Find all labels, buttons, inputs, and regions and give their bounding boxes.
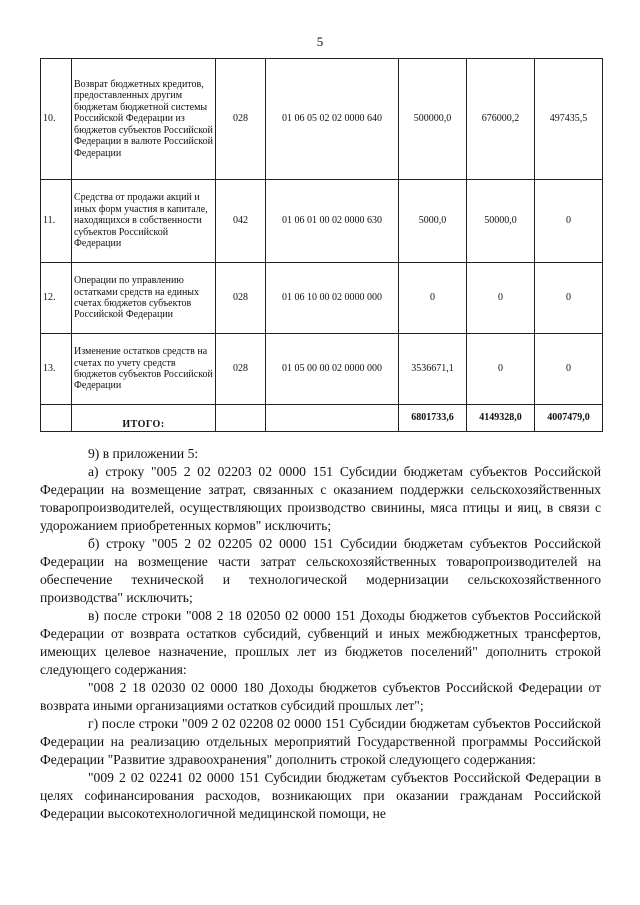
budget-sources-table [40,58,603,432]
row-budget-code: 01 06 01 00 02 0000 630 [266,180,399,263]
table-row [41,180,603,263]
row-value-1: 5000,0 [399,180,467,263]
row-value-3: 0 [535,180,603,263]
paragraph-v-insert: "008 2 18 02030 02 0000 180 Доходы бюджетов субъектов Российской Федерации от возврата иными организациями остатков субсидий прошлых лет"; [40,680,601,713]
row-number: 10. [41,59,72,180]
row-value-2: 0 [467,334,535,405]
row-value-3: 0 [535,334,603,405]
row-budget-code: 01 06 05 02 02 0000 640 [266,59,399,180]
total-empty-cell [216,405,266,432]
row-name: Изменение остатков средств на счетах по учету средств бюджетов субъектов Российской Федерации [72,334,216,405]
total-value-3: 4007479,0 [535,405,603,432]
paragraph-heading: 9) в приложении 5: [88,446,199,461]
paragraph-g: г) после строки "009 2 02 02208 02 0000 151 Субсидии бюджетам субъектов Российской Федерации на реализацию отдельных мероприятий Государственной программы Российской Федерации "Развитие здравоохранения" дополнить строкой следующего содержания: [40,716,601,767]
table-row [41,59,603,180]
row-value-2: 0 [467,263,535,334]
paragraph-b: б) строку "005 2 02 02205 02 0000 151 Субсидии бюджетам субъектов Российской Федерации на возмещение части затрат сельскохозяйственных товаропроизводителей на обеспечение технической и технологической модернизации сельскохозяйственного производства" исключить; [40,536,601,605]
total-empty-cell [266,405,399,432]
table-row [41,263,603,334]
row-value-1: 3536671,1 [399,334,467,405]
row-value-3: 0 [535,263,603,334]
paragraph-v: в) после строки "008 2 18 02050 02 0000 151 Доходы бюджетов субъектов Российской Федерации от возврата остатков субсидий, субвенций и иных межбюджетных трансфертов, имеющих целевое назначение, прошлых лет из бюджетов поселений" дополнить строкой следующего содержания: [40,608,601,677]
row-name: Средства от продажи акций и иных форм участия в капитале, находящихся в собственности субъектов Российской Федерации [72,180,216,263]
total-empty-cell [41,405,72,432]
total-row [41,405,603,432]
total-label: ИТОГО: [72,405,216,432]
row-number: 11. [41,180,72,263]
row-value-1: 500000,0 [399,59,467,180]
amendments-text [40,445,601,823]
total-value-2: 4149328,0 [467,405,535,432]
row-value-2: 50000,0 [467,180,535,263]
total-value-1: 6801733,6 [399,405,467,432]
row-budget-code: 01 05 00 00 02 0000 000 [266,334,399,405]
paragraph-g-insert: "009 2 02 02241 02 0000 151 Субсидии бюджетам субъектов Российской Федерации в целях софинансирования расходов, возникающих при оказании гражданам Российской Федерации высокотехнологичной медицинской помощи, не [40,770,601,821]
page-number: 5 [316,34,324,49]
row-value-2: 676000,2 [467,59,535,180]
row-name: Возврат бюджетных кредитов, предоставленных другим бюджетам бюджетной системы Российской Федерации из бюджетов субъектов Российской Федерации в валюте Российской Федерации [72,59,216,180]
row-name: Операции по управлению остатками средств на единых счетах бюджетов субъектов Российской Федерации [72,263,216,334]
row-value-3: 497435,5 [535,59,603,180]
row-budget-code: 01 06 10 00 02 0000 000 [266,263,399,334]
paragraph-a: а) строку "005 2 02 02203 02 0000 151 Субсидии бюджетам субъектов Российской Федерации на возмещение затрат, связанных с оказанием поддержки сельскохозяйственных товаропроизводителей, осуществляющих производство свинины, мяса птицы и яиц, в связи с удорожанием приобретенных кормов" исключить; [40,464,601,533]
row-admin-code: 028 [216,334,266,405]
table-row [41,334,603,405]
row-number: 12. [41,263,72,334]
row-admin-code: 028 [216,263,266,334]
row-number: 13. [41,334,72,405]
row-admin-code: 042 [216,180,266,263]
row-admin-code: 028 [216,59,266,180]
row-value-1: 0 [399,263,467,334]
